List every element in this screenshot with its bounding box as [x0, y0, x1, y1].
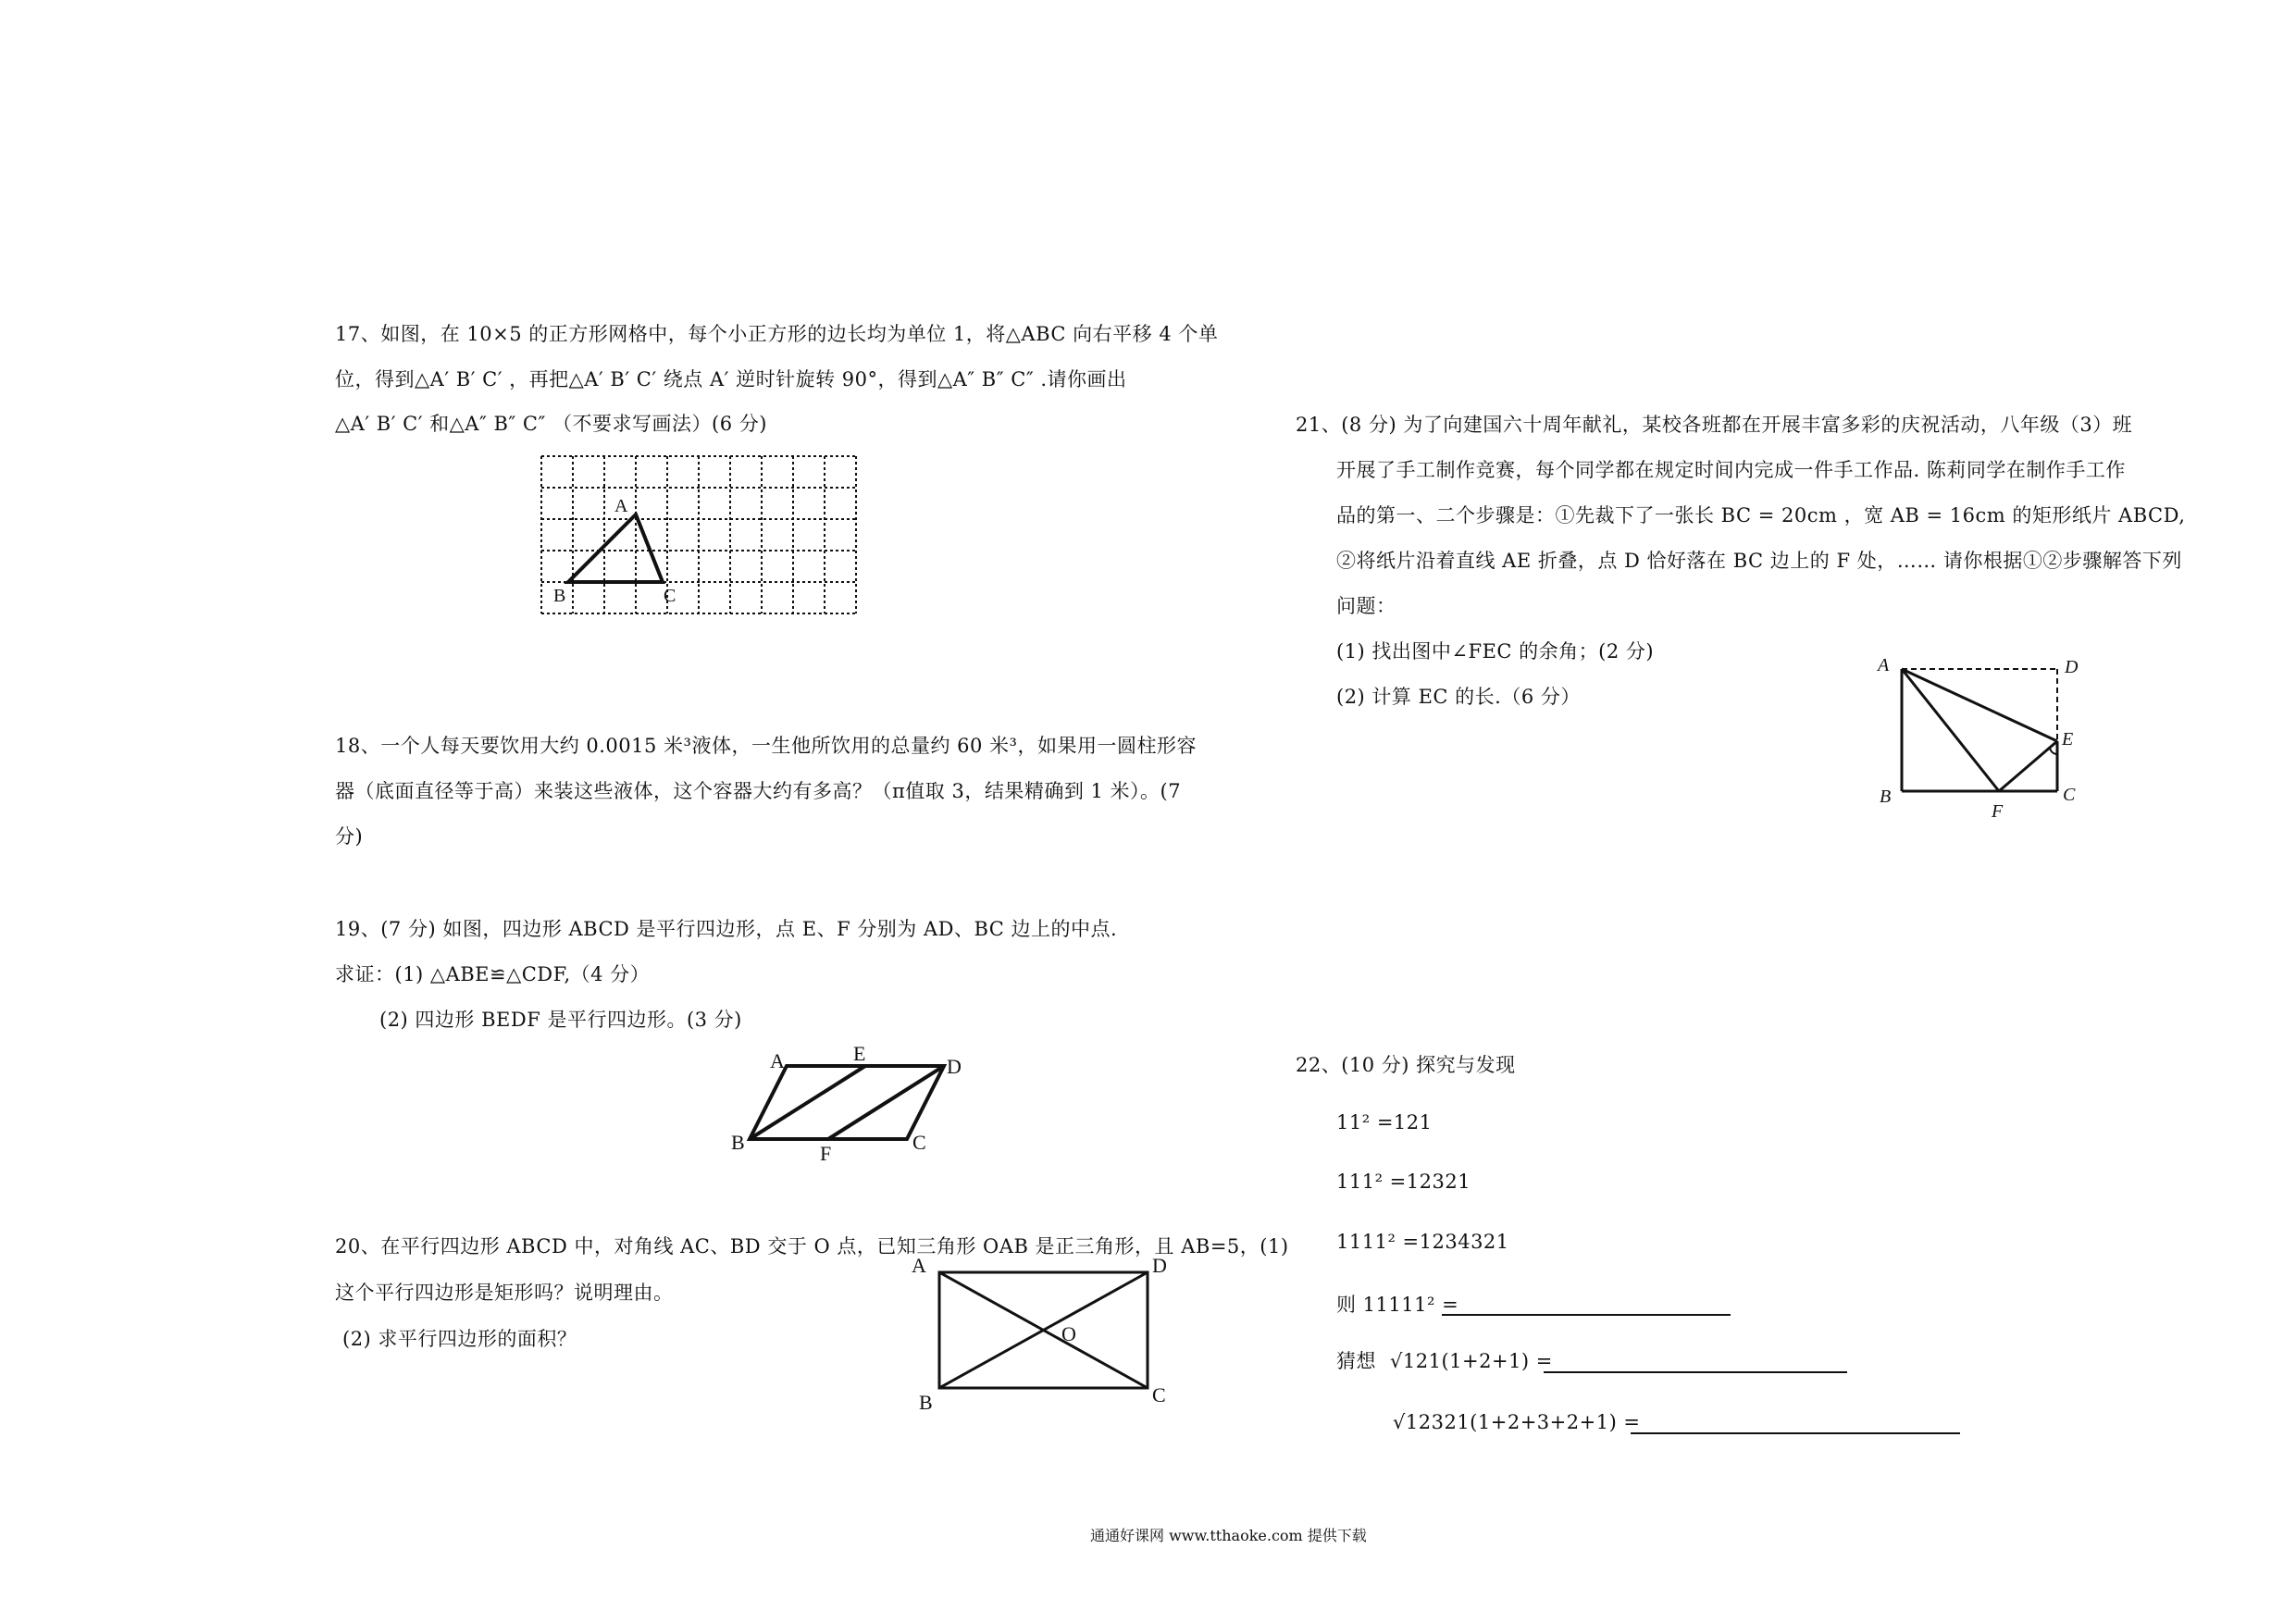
- q21-label-e: E: [2062, 729, 2074, 750]
- q19-line1: 19、(7 分) 如图，四边形 ABCD 是平行四边形，点 E、F 分别为 AD、BC 边上的中点.: [335, 918, 1118, 940]
- q20-line1: 20、在平行四边形 ABCD 中，对角线 AC、BD 交于 O 点，已知三角形 OAB 是正三角形，且 AB=5，(1): [335, 1235, 1289, 1258]
- q20-label-b: B: [919, 1391, 933, 1414]
- q17-label-c: C: [664, 586, 676, 606]
- q20-rectangle-figure: [902, 1254, 1180, 1414]
- q19-parallelogram-figure: [731, 1044, 981, 1164]
- q22-guess1: √121(1+2+1) =: [1390, 1350, 1553, 1372]
- q18-line2: 器（底面直径等于高）来装这些液体，这个容器大约有多高？（π值取 3，结果精确到 1 米）。(7: [335, 780, 1182, 802]
- fold-ae: [1902, 669, 2057, 741]
- q17-label-a: A: [614, 496, 628, 516]
- q19-label-c: C: [912, 1131, 926, 1154]
- q19-label-a: A: [770, 1049, 785, 1072]
- q21-line4: ②将纸片沿着直线 AE 折叠，点 D 恰好落在 BC 边上的 F 处，…… 请你根据①②步骤解答下列: [1336, 550, 2182, 572]
- q18-line1: 18、一个人每天要饮用大约 0.0015 米³液体，一生他所饮用的总量约 60 米³，如果用一圆柱形容: [335, 735, 1197, 757]
- q21-line5: 问题：: [1336, 595, 1396, 617]
- q17-line1: 17、如图，在 10×5 的正方形网格中，每个小正方形的边长均为单位 1，将△ABC 向右平移 4 个单: [335, 323, 1219, 345]
- q19-label-b: B: [731, 1131, 745, 1154]
- q20-label-a: A: [912, 1254, 926, 1277]
- page-footer: 通通好课网 www.tthaoke.com 提供下载: [1090, 1527, 1367, 1544]
- q20-label-c: C: [1152, 1383, 1166, 1406]
- q21-line1: 21、(8 分) 为了向建国六十周年献礼，某校各班都在开展丰富多彩的庆祝活动，八年级（3）班: [1296, 414, 2133, 436]
- q21-label-b: B: [1880, 787, 1892, 807]
- q21-line2: 开展了手工制作竞赛，每个同学都在规定时间内完成一件手工作品. 陈莉同学在制作手工作: [1336, 459, 2126, 481]
- q22-eq2: 111² =12321: [1336, 1171, 1471, 1193]
- triangle-abc: [568, 514, 663, 582]
- q21-label-a: A: [1878, 655, 1890, 675]
- q19-label-f: F: [820, 1142, 832, 1165]
- q22-eq4: 则 11111² =: [1336, 1294, 1459, 1316]
- q21-label-d: D: [2065, 657, 2079, 677]
- q22-guess-label: 猜想: [1336, 1350, 1376, 1372]
- q17-label-b: B: [553, 586, 566, 606]
- q19-line3: (2) 四边形 BEDF 是平行四边形。(3 分): [379, 1009, 742, 1031]
- q20-line2: 这个平行四边形是矩形吗？说明理由。: [335, 1282, 674, 1304]
- q17-line3: △A′ B′ C′ 和△A″ B″ C″ （不要求写画法）(6 分): [335, 413, 767, 435]
- q20-label-o: O: [1061, 1322, 1076, 1345]
- q22-eq1: 11² =121: [1336, 1111, 1433, 1134]
- q21-fold-figure: [1865, 652, 2105, 828]
- q22-title: 22、(10 分) 探究与发现: [1296, 1054, 1516, 1076]
- q22-answer-blank-1[interactable]: [1442, 1314, 1731, 1316]
- q21-line6: (1) 找出图中∠FEC 的余角；(2 分): [1336, 640, 1655, 663]
- q22-guess2: √12321(1+2+3+2+1) =: [1393, 1411, 1641, 1433]
- q22-answer-blank-3[interactable]: [1631, 1432, 1960, 1434]
- segment-af: [1902, 669, 1999, 791]
- q17-line2: 位，得到△A′ B′ C′ ，再把△A′ B′ C′ 绕点 A′ 逆时针旋转 90°，得到△A″ B″ C″ .请你画出: [335, 368, 1127, 390]
- q21-label-f: F: [1992, 801, 2004, 822]
- q22-eq3: 1111² =1234321: [1336, 1231, 1509, 1253]
- q19-label-d: D: [947, 1055, 962, 1078]
- q20-line3: (2) 求平行四边形的面积？: [342, 1328, 577, 1350]
- q21-label-c: C: [2063, 785, 2076, 805]
- q19-line2: 求证：(1) △ABE≌△CDF,（4 分）: [335, 963, 651, 985]
- q20-label-d: D: [1152, 1254, 1167, 1277]
- segment-fe: [1999, 741, 2057, 791]
- q19-label-e: E: [853, 1042, 866, 1065]
- q18-line3: 分): [335, 825, 364, 848]
- q21-line7: (2) 计算 EC 的长.（6 分）: [1336, 686, 1581, 708]
- q22-answer-blank-2[interactable]: [1544, 1371, 1847, 1373]
- q17-grid-figure: [537, 452, 870, 618]
- q21-line3: 品的第一、二个步骤是：①先裁下了一张长 BC = 20cm ，宽 AB = 16cm 的矩形纸片 ABCD,: [1336, 504, 2186, 527]
